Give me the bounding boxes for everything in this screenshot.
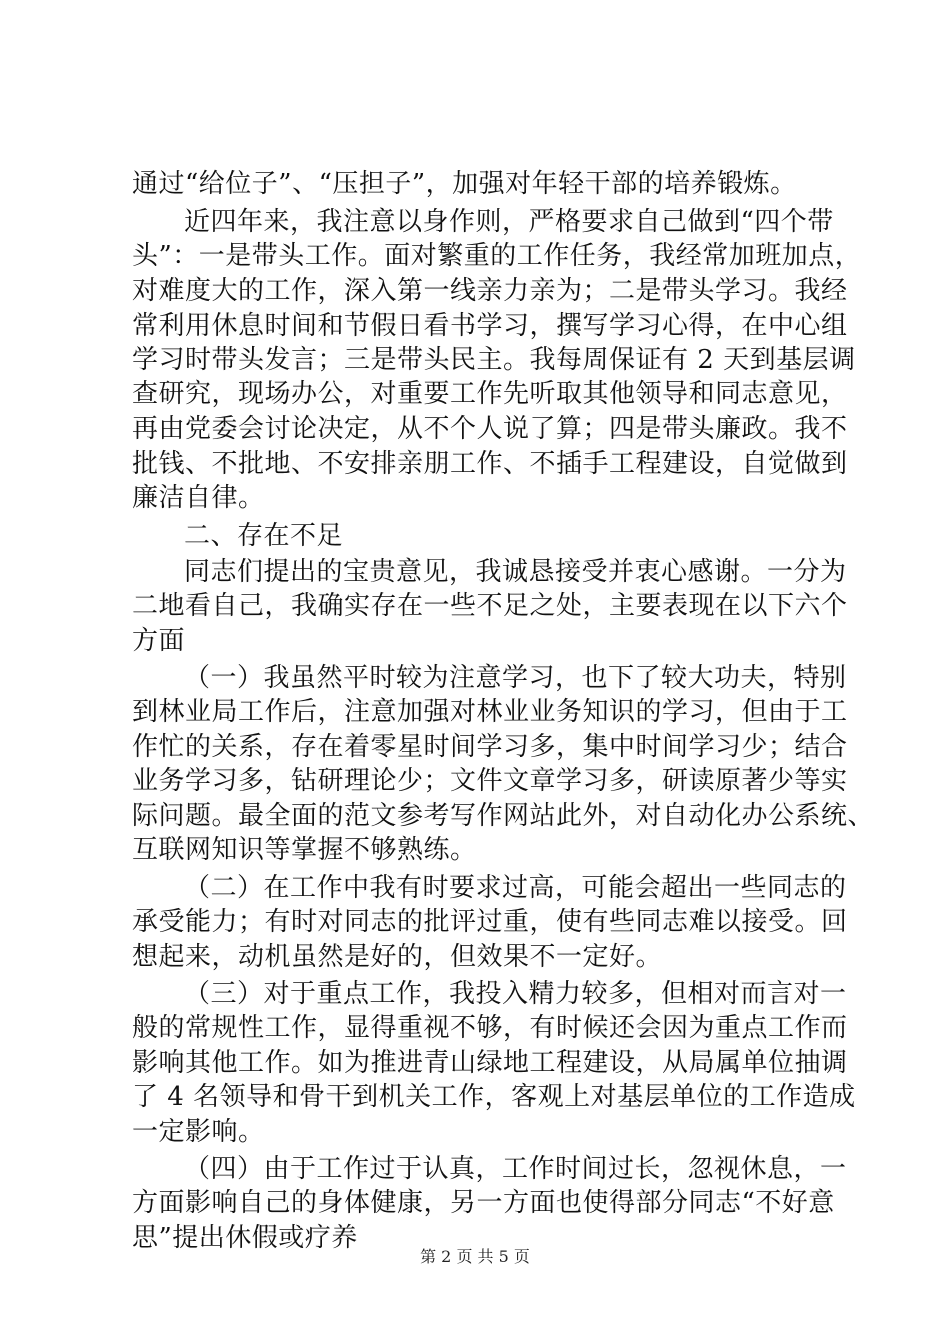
text-line: 查研究，现场办公，对重要工作先听取其他领导和同志意见， [132, 379, 848, 409]
text-line: 廉洁自律。 [132, 483, 265, 513]
text-line: （二）在工作中我有时要求过高，可能会超出一些同志的 [184, 873, 847, 903]
text-line: 思”提出休假或疗养 [132, 1223, 358, 1253]
page-footer: 第 2 页 共 5 页 [420, 1247, 530, 1266]
text-line: （四）由于工作过于认真，工作时间过长，忽视休息，一 [184, 1154, 847, 1184]
text-line: 一定影响。 [132, 1117, 265, 1147]
text-line: 般的常规性工作，显得重视不够，有时候还会因为重点工作而 [132, 1013, 848, 1043]
text-line: 近四年来，我注意以身作则，严格要求自己做到“四个带 [184, 207, 834, 237]
text-line: 到林业局工作后，注意加强对林业业务知识的学习，但由于工 [132, 697, 848, 727]
text-line: 承受能力；有时对同志的批评过重，使有些同志难以接受。回 [132, 907, 848, 937]
text-line: 头”：一是带头工作。面对繁重的工作任务，我经常加班加点， [132, 241, 862, 271]
text-line: 影响其他工作。如为推进青山绿地工程建设，从局属单位抽调 [132, 1048, 848, 1078]
text-line: 业务学习多，钻研理论少；文件文章学习多，研读原著少等实 [132, 766, 848, 796]
text-line: 二地看自己，我确实存在一些不足之处，主要表现在以下六个 [132, 591, 848, 621]
text-line: 方面 [132, 626, 186, 656]
text-line: 再由党委会讨论决定，从不个人说了算；四是带头廉政。我不 [132, 414, 848, 444]
text-line: 常利用休息时间和节假日看书学习，撰写学习心得，在中心组 [132, 311, 848, 341]
text-line: 同志们提出的宝贵意见，我诚恳接受并衷心感谢。一分为 [184, 557, 847, 587]
text-line: 方面影响自己的身体健康，另一方面也使得部分同志“不好意 [132, 1188, 835, 1218]
text-line: 批钱、不批地、不安排亲朋工作、不插手工程建设，自觉做到 [132, 449, 848, 479]
text-line: 学习时带头发言；三是带头民主。我每周保证有 2 天到基层调 [132, 345, 856, 375]
text-line: 了 4 名领导和骨干到机关工作，客观上对基层单位的工作造成 [132, 1082, 856, 1112]
text-line: （三）对于重点工作，我投入精力较多，但相对而言对一 [184, 979, 847, 1009]
text-line: 互联网知识等掌握不够熟练。 [132, 835, 477, 865]
text-line: 对难度大的工作，深入第一线亲力亲为；二是带头学习。我经 [132, 276, 848, 306]
text-line: 际问题。最全面的范文参考写作网站此外，对自动化办公系统、 [132, 801, 875, 831]
text-line: 通过“给位子”、“压担子”，加强对年轻干部的培养锻炼。 [132, 169, 797, 199]
text-line: （一）我虽然平时较为注意学习，也下了较大功夫，特别 [184, 663, 847, 693]
section-heading: 二、存在不足 [184, 521, 344, 551]
text-line: 作忙的关系，存在着零星时间学习多，集中时间学习少；结合 [132, 732, 848, 762]
text-line: 想起来，动机虽然是好的，但效果不一定好。 [132, 942, 663, 972]
